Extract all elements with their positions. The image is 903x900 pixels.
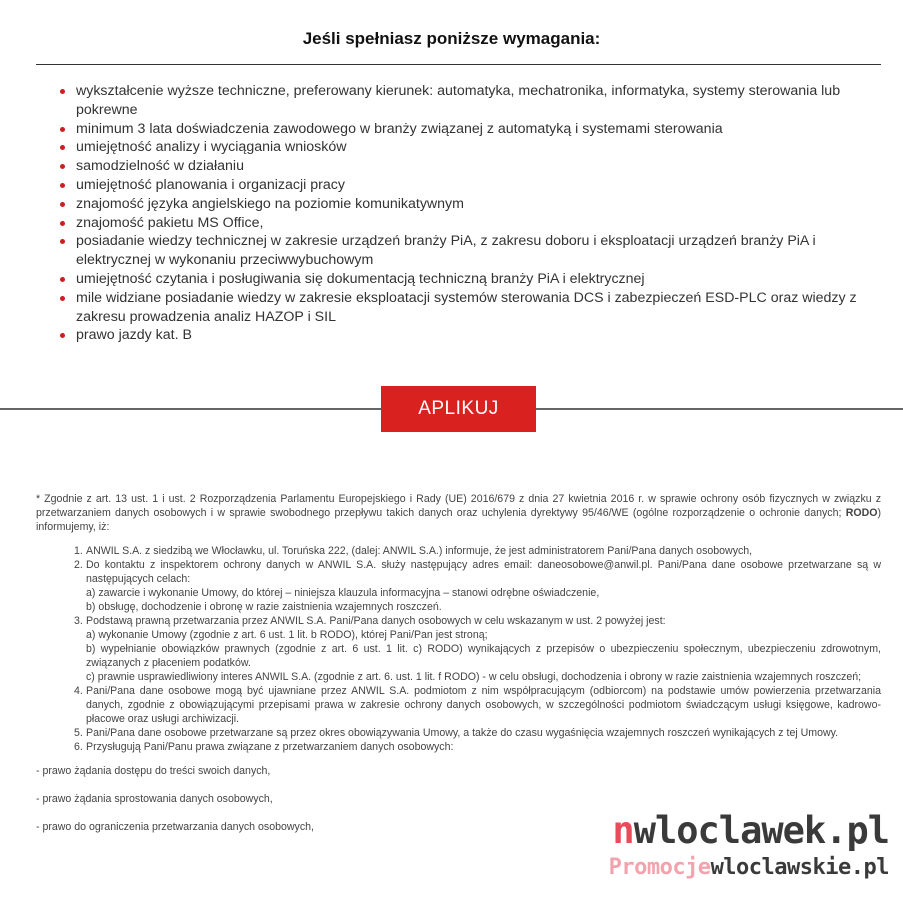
list-item: 6. Przysługują Pani/Panu prawa związane z przetwarzaniem danych osobowych: <box>74 741 454 753</box>
list-item: 2. Do kontaktu z inspektorem ochrony danych w ANWIL S.A. służy następujący adres email: daneosobowe@anwil.pl. Pani/Pana dane osobowe przetwarzane są w następujących celach: a) zawarcie i wykonanie Umowy, do której – niniejsza klauzula informacyjna – stanowi odrębne oświadczenie, b) obsługę, dochodzenie i obronę w razie zaistnienia wzajemnych roszczeń. <box>74 559 881 613</box>
list-item: 5. Pani/Pana dane osobowe przetwarzane są przez okres obowiązywania Umowy, a także do czasu wygaśnięcia wzajemnych roszczeń wynikających z tej Umowy. <box>74 727 839 739</box>
list-item: - prawo do ograniczenia przetwarzania danych osobowych, <box>36 821 314 833</box>
gdpr-intro: * Zgodnie z art. 13 ust. 1 i ust. 2 Rozporządzenia Parlamentu Europejskiego i Rady (UE) 2016/679 z dnia 27 kwietnia 2016 r. w sprawie ochrony osób fizycznych w związku z przetwarzaniem danych osobowych i w sprawie swobodnego przepływu takich danych oraz uchylenia dyrektywy 95/46/WE (ogólne rozporządzenie o ochronie danych; RODO) informujemy, iż: <box>36 493 881 533</box>
list-item: posiadanie wiedzy technicznej w zakresie urządzeń branży PiA, z zakresu doboru i eksploatacji urządzeń branży PiA i elektrycznej w wykonaniu przeciwwybuchowym <box>60 232 885 270</box>
list-item: umiejętność analizy i wyciągania wniosków <box>60 138 885 157</box>
list-item: 4. Pani/Pana dane osobowe mogą być ujawniane przez ANWIL S.A. podmiotom z nim współpracującym (odbiorcom) na podstawie umów powierzenia przetwarzania danych, zgodnie z obowiązującymi przepisami prawa w zakresie ochrony danych osobowych, w szczególności podmiotom świadczącym usługi księgowe, kadrowo-płacowe oraz usługi archiwizacji. <box>74 685 881 725</box>
watermark-line-1: nwloclawek.pl <box>612 809 889 852</box>
list-item: mile widziane posiadanie wiedzy w zakresie eksploatacji systemów sterowania DCS i zabezpieczeń ESD-PLC oraz wiedzy z zakresu prowadzenia analiz HAZOP i SIL <box>60 289 885 327</box>
list-item: prawo jazdy kat. B <box>60 326 885 345</box>
requirements-list <box>60 82 885 345</box>
list-item: umiejętność czytania i posługiwania się dokumentacją techniczną branży PiA i elektrycznej <box>60 270 885 289</box>
gdpr-points <box>36 544 881 754</box>
list-item: wykształcenie wyższe techniczne, preferowany kierunek: automatyka, mechatronika, informatyka, systemy sterowania lub pokrewne <box>60 82 885 120</box>
gdpr-clause <box>36 492 881 848</box>
list-item: 1. ANWIL S.A. z siedzibą we Włocławku, ul. Toruńska 222, (dalej: ANWIL S.A.) informuje, że jest administratorem Pani/Pana danych osobowych, <box>74 545 753 557</box>
list-item: umiejętność planowania i organizacji pracy <box>60 176 885 195</box>
requirements-heading: Jeśli spełniasz poniższe wymagania: <box>302 29 601 48</box>
list-item: - prawo żądania sprostowania danych osobowych, <box>36 793 273 805</box>
apply-button[interactable]: APLIKUJ <box>381 386 536 432</box>
list-item: samodzielność w działaniu <box>60 157 885 176</box>
heading-divider <box>36 64 881 65</box>
watermark-line-2: Promocjewloclawskie.pl <box>608 855 889 880</box>
list-item: znajomość pakietu MS Office, <box>60 214 885 233</box>
list-item: minimum 3 lata doświadczenia zawodowego w branży związanej z automatyką i systemami sterowania <box>60 120 885 139</box>
site-watermark <box>608 809 889 880</box>
list-item: znajomość języka angielskiego na poziomie komunikatywnym <box>60 195 885 214</box>
list-item: - prawo żądania dostępu do treści swoich danych, <box>36 765 271 777</box>
list-item: 3. Podstawą prawną przetwarzania przez ANWIL S.A. Pani/Pana danych osobowych w celu wskazanym w ust. 2 powyżej jest: a) wykonanie Umowy (zgodnie z art. 6 ust. 1 lit. b RODO), której Pani/Pan jest stroną; b) wypełnianie obowiązków prawnych (zgodnie z art. 6 ust. 1 lit. c) RODO) wynikających z przepisów o ubezpieczeniu społecznym, ubezpieczeniu zdrowotnym, związanych z płaceniem podatków. c) prawnie usprawiedliwiony interes ANWIL S.A. (zgodnie z art. 6. ust. 1 lit. f RODO) - w celu obsługi, dochodzenia i obrony w razie zaistnienia wzajemnych roszczeń; <box>74 615 881 683</box>
